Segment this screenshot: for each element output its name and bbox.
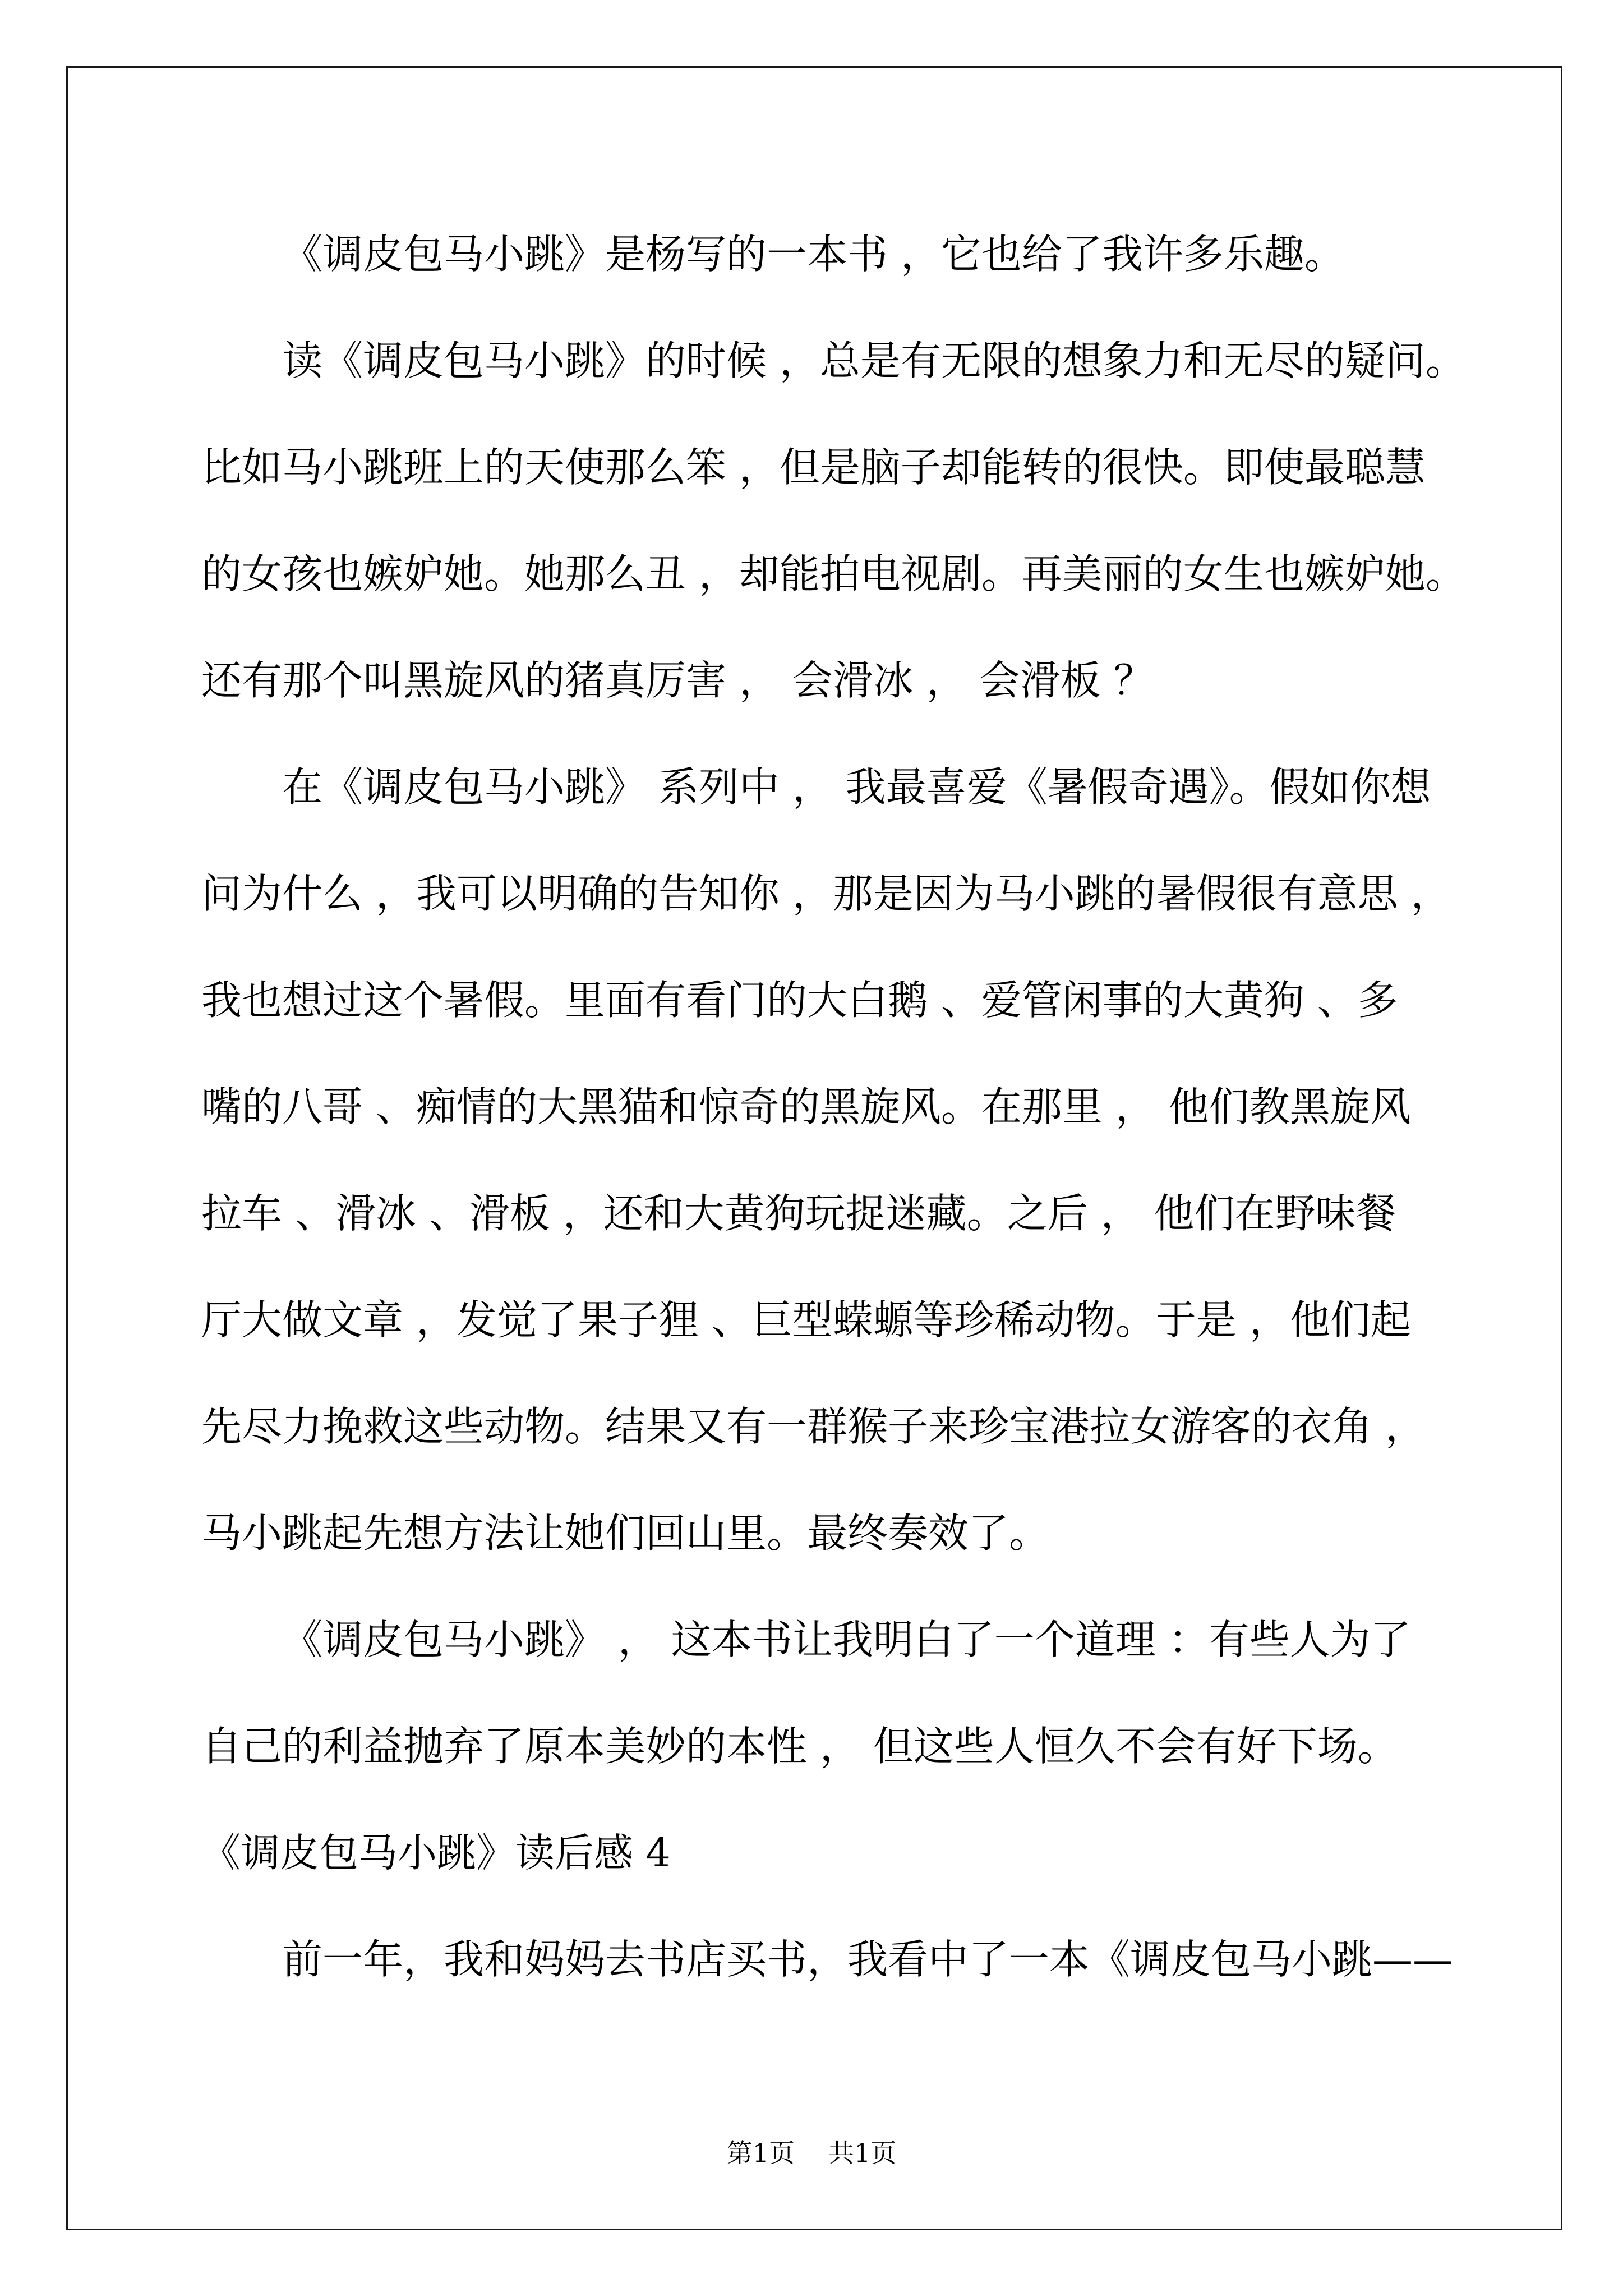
text-line: 厅大做文章 ，发觉了果子狸 、巨型蝾螈等珍稀动物。于是 ，他们起 — [201, 1296, 1411, 1343]
paragraph-3 — [201, 734, 1525, 1586]
text-line: 拉车 、滑冰 、滑板 ，还和大黄狗玩捉迷藏。之后 ， 他们在野味餐 — [201, 1190, 1396, 1237]
text-line: 还有那个叫黑旋风的猪真厉害 ， 会滑冰 ， 会滑板 ？ — [201, 657, 1154, 704]
page-total: 共1页 — [828, 2138, 897, 2168]
text-line: 的女孩也嫉妒她。她那么丑 ，却能拍电视剧。再美丽的女生也嫉妒她。 — [201, 550, 1466, 597]
text-line: 前一年，我和妈妈去书店买书，我看中了一本《调皮包马小跳—— — [282, 1936, 1454, 1983]
text-line: 读《调皮包马小跳》的时候 ，总是有无限的想象力和无尽的疑问。 — [282, 337, 1466, 384]
text-line: 问为什么 ，我可以明确的告知你 ，那是因为马小跳的暑假很有意思 ， — [201, 870, 1451, 917]
text-line: 嘴的八哥 、痴情的大黑猫和惊奇的黑旋风。在那里 ， 他们教黑旋风 — [201, 1083, 1411, 1130]
text-line: 《调皮包马小跳》是杨写的一本书 ，它也给了我许多乐趣。 — [282, 231, 1345, 278]
paragraph-2 — [201, 307, 1525, 734]
page-footer — [0, 2136, 1623, 2170]
section-heading: 《调皮包马小跳》读后感 4 — [201, 1830, 671, 1876]
section-paragraph-1 — [201, 1906, 1525, 2013]
text-line: 自己的利益抛弃了原本美妙的本性 ， 但这些人恒久不会有好下场。 — [201, 1723, 1398, 1770]
text-line: 《调皮包马小跳》 ， 这本书让我明白了一个道理 ：有些人为了 — [282, 1616, 1411, 1663]
text-line: 我也想过这个暑假。里面有看门的大白鹅 、爱管闲事的大黄狗 、多 — [201, 977, 1398, 1024]
page-number: 第1页 — [726, 2138, 795, 2168]
document-body — [201, 201, 1525, 2013]
text-line: 先尽力挽救这些动物。结果又有一群猴子来珍宝港拉女游客的衣角 ， — [201, 1403, 1426, 1450]
text-line: 比如马小跳班上的天使那么笨 ，但是脑子却能转的很快。即使最聪慧 — [201, 444, 1426, 491]
paragraph-1 — [201, 201, 1525, 307]
paragraph-4 — [201, 1586, 1525, 1800]
text-line: 马小跳起先想方法让她们回山里。最终奏效了。 — [201, 1510, 1050, 1557]
text-line: 在《调皮包马小跳》 系列中 ， 我最喜爱《暑假奇遇》。假如你想 — [282, 763, 1431, 811]
